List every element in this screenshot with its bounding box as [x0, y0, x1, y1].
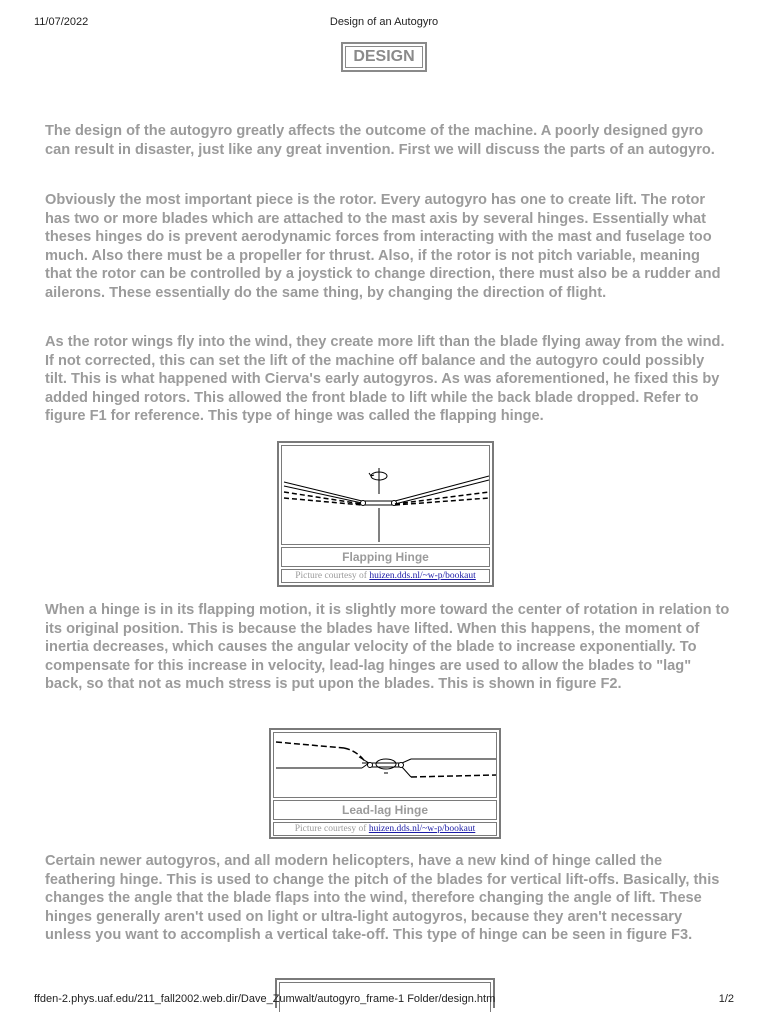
paragraph-lead-lag: When a hinge is in its flapping motion, it is slightly more toward the center of rotation in relation to its original position. This is because the blades have lifted. When this happens, the moment of inertia decreases, which causes the angular velocity of the blade to increase exponentially. To compensate for this increase in velocity, lead-lag hinges are used to allow the blades to "lag" back, so that not as much stress is put upon the blades. This is shown in figure F2.	[45, 602, 730, 692]
paragraph-flapping: As the rotor wings fly into the wind, they create more lift than the blade flying away from the wind. If not corrected, this can set the lift of the machine off balance and the autogyro could possibly tilt. This is what happened with Cierva's early autogyros. As was aforementioned, he fixed this by added hinged rotors. This allowed the front blade to lift while the back blade dropped. Refer to figure F1 for reference. This type of hinge was called the flapping hinge.	[45, 334, 725, 424]
figure-credit	[273, 822, 497, 836]
print-page-number: 1/2	[718, 993, 734, 1005]
credit-link[interactable]: huizen.dds.nl/~w-p/bookaut	[368, 824, 476, 834]
page-heading: DESIGN	[345, 46, 423, 68]
credit-text: Picture courtesy of	[295, 571, 370, 581]
credit-link[interactable]: huizen.dds.nl/~w-p/bookaut	[369, 571, 476, 581]
lead-lag-hinge-diagram	[273, 732, 497, 798]
figure-lead-lag-hinge	[269, 728, 501, 839]
credit-text: Picture courtesy of	[294, 824, 369, 834]
figure-caption: Flapping Hinge	[281, 547, 490, 567]
paragraph-feathering: Certain newer autogyros, and all modern helicopters, have a new kind of hinge called the feathering hinge. This is used to change the pitch of the blades for vertical lift-offs. Basically, this changes the angle that the blade flaps into the wind, therefore changing the angle of lift. These hinges generally aren't used on light or ultra-light autogyros, because they aren't necessary unless you want to accomplish a vertical take-off. This type of hinge can be seen in figure F3.	[45, 853, 720, 943]
page-heading-box	[341, 42, 427, 72]
figure-flapping-hinge	[277, 441, 494, 587]
print-title: Design of an Autogyro	[329, 16, 439, 28]
flapping-hinge-diagram	[281, 445, 490, 545]
paragraph-rotor: Obviously the most important piece is the rotor. Every autogyro has one to create lift. The rotor has two or more blades which are attached to the mast axis by several hinges. Essentially what theses hinges do is prevent aerodynamic forces from interacting with the mast and fuselage too much. Also there must be a propeller for thrust. Also, if the rotor is not pitch variable, meaning that the rotor can be controlled by a joystick to change direction, there must also be a rudder and ailerons. These essentially do the same thing, by changing the direction of flight.	[45, 192, 721, 301]
figure-credit	[281, 569, 490, 583]
print-url: ffden-2.phys.uaf.edu/211_fall2002.web.dir/Dave_Zumwalt/autogyro_frame-1 Folder/design.htm	[34, 993, 496, 1005]
print-date: 11/07/2022	[34, 16, 89, 28]
paragraph-intro: The design of the autogyro greatly affects the outcome of the machine. A poorly designed gyro can result in disaster, just like any great invention. First we will discuss the parts of an autogyro.	[45, 123, 715, 158]
figure-caption: Lead-lag Hinge	[273, 800, 497, 820]
